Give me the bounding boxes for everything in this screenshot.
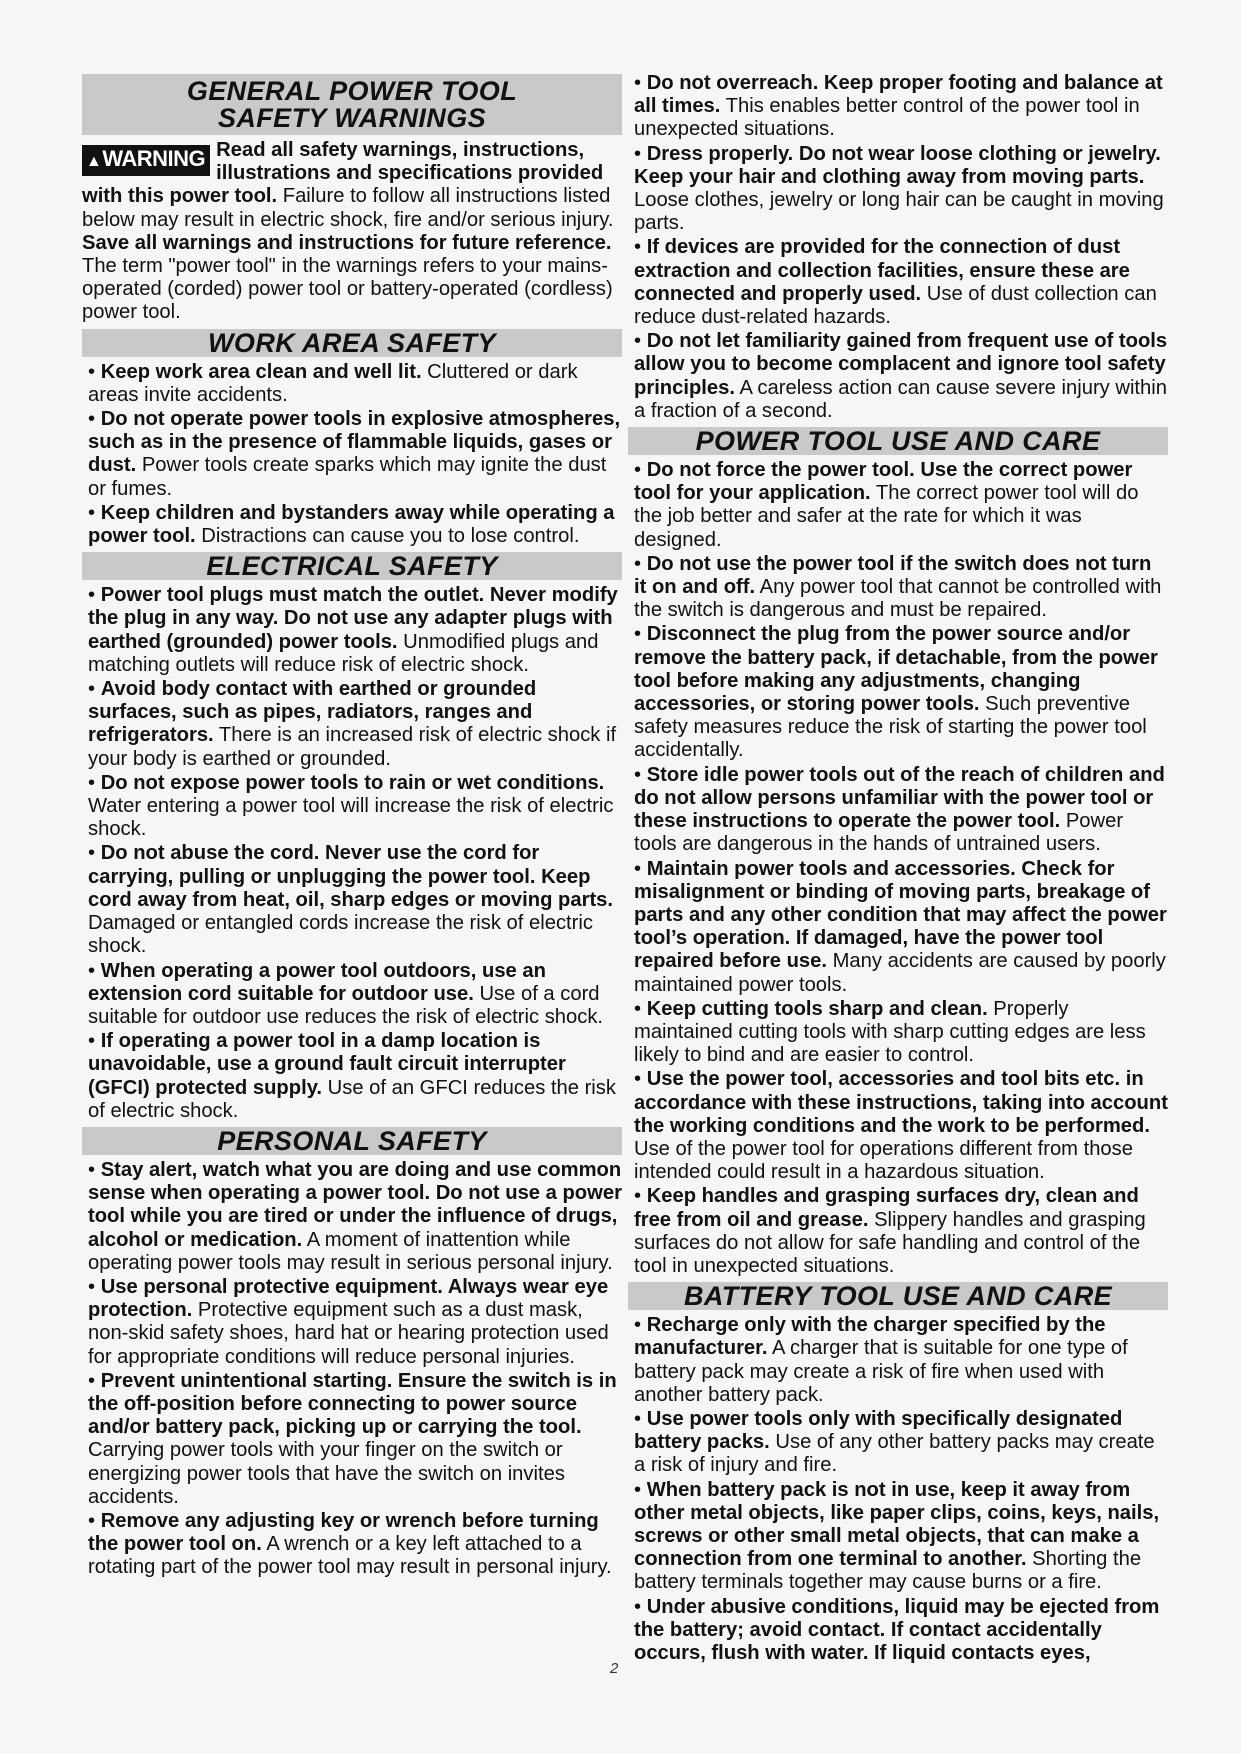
bullet-bold-text: Stay alert, watch what you are doing and use common sense when operating a power tool. Do not use a power tool while you are tired or under the influence of drugs, alcohol or medication.: [88, 1158, 622, 1251]
bullet-icon: •: [88, 771, 101, 794]
bullet-text: Such preventive safety measures reduce the risk of starting the power tool accidentally.: [634, 693, 1147, 762]
battery-list: [628, 1314, 1168, 1665]
bullet-bold-text: Avoid body contact with earthed or grounded surfaces, such as pipes, radiators, ranges and refrigerators.: [88, 678, 537, 747]
bullet-item: [628, 1314, 1168, 1407]
bullet-bold-text: Do not expose power tools to rain or wet conditions.: [100, 771, 605, 794]
bullet-icon: •: [88, 1030, 101, 1053]
personal-list: [82, 1159, 622, 1580]
bullet-icon: •: [634, 623, 647, 646]
bullet-text: A careless action can cause severe injury within a fraction of a second.: [634, 376, 1167, 422]
bullet-icon: •: [88, 360, 101, 383]
bullet-icon: •: [88, 959, 101, 982]
bullet-item: [628, 1408, 1168, 1478]
left-column: [82, 72, 622, 1581]
general-warning-intro: [82, 139, 622, 325]
bullet-bold-text: When operating a power tool outdoors, use an extension cord suitable for outdoor use.: [88, 959, 546, 1005]
bullet-item: [628, 1185, 1168, 1278]
bullet-text: Power tools create sparks which may ignite the dust or fumes.: [88, 454, 607, 500]
bullet-icon: •: [88, 584, 101, 607]
bullet-item: [628, 1596, 1168, 1666]
intro-bold-1: Read all safety warnings, instructions, illustrations and specifications provided with this power tool.: [82, 139, 604, 208]
bullet-text: A moment of inattention while operating power tools may result in serious personal injury.: [88, 1228, 613, 1274]
bullet-text: Carrying power tools with your finger on the switch or energizing power tools that have the switch on invites accidents.: [88, 1439, 565, 1508]
bullet-item: [628, 1479, 1168, 1595]
bullet-bold-text: Use power tools only with specifically designated battery packs.: [634, 1407, 1123, 1454]
bullet-text: Use of an GFCI reduces the risk of electric shock.: [88, 1076, 616, 1122]
bullet-item: [628, 623, 1168, 762]
bullet-icon: •: [634, 1595, 647, 1618]
bullet-item: [628, 330, 1168, 423]
intro-text-2: The term "power tool" in the warnings refers to your mains-operated (corded) power tool or battery-operated (cordless) power tool.: [82, 255, 613, 324]
bullet-bold-text: Do not use the power tool if the switch does not turn it on and off.: [634, 552, 1152, 599]
bullet-bold-text: Store idle power tools out of the reach of children and do not allow persons unfamiliar with the power tool or these instructions to operate the power tool.: [634, 763, 1165, 833]
bullet-item: [82, 584, 622, 677]
bullet-icon: •: [634, 1314, 647, 1337]
bullet-bold-text: Do not let familiarity gained from frequent use of tools allow you to become complacent and ignore tool safety principles.: [634, 330, 1168, 399]
bullet-text: Unmodified plugs and matching outlets will reduce risk of electric shock.: [88, 630, 599, 676]
bullet-bold-text: Use the power tool, accessories and tool bits etc. in accordance with these instructions, taking into account the working conditions and the work to be performed.: [634, 1068, 1168, 1137]
bullet-item: [82, 502, 622, 548]
bullet-bold-text: Under abusive conditions, liquid may be ejected from the battery; avoid contact. If contact accidentally occurs, flush with water. If liquid contacts eyes,: [634, 1595, 1160, 1664]
bullet-item: [628, 998, 1168, 1068]
bullet-text: Use of dust collection can reduce dust-related hazards.: [634, 282, 1157, 329]
bullet-text: Many accidents are caused by poorly maintained power tools.: [634, 950, 1166, 996]
bullet-item: [82, 842, 622, 958]
electrical-title: ELECTRICAL SAFETY: [82, 552, 622, 580]
bullet-text: There is an increased risk of electric shock if your body is earthed or grounded.: [88, 724, 617, 770]
bullet-item: [82, 1510, 622, 1580]
bullet-icon: •: [634, 142, 647, 165]
use-care-list: [628, 459, 1168, 1278]
bullet-item: [82, 1159, 622, 1275]
bullet-bold-text: When battery pack is not in use, keep it away from other metal objects, like paper clips, coins, keys, nails, screws or other small metal objects, that can make a connection from one terminal to another.: [634, 1478, 1160, 1571]
use-care-title: POWER TOOL USE AND CARE: [628, 427, 1168, 455]
bullet-icon: •: [634, 857, 647, 880]
bullet-item: [628, 143, 1168, 236]
bullet-bold-text: Keep handles and grasping surfaces dry, clean and free from oil and grease.: [634, 1185, 1139, 1231]
bullet-icon: •: [88, 501, 101, 524]
bullet-text: Use of the power tool for operations different from those intended could result in a hazardous situation.: [634, 1137, 1133, 1184]
bullet-icon: •: [634, 459, 647, 482]
bullet-text: Power tools are dangerous in the hands of untrained users.: [634, 810, 1124, 856]
bullet-item: [82, 1370, 622, 1509]
electrical-list: [82, 584, 622, 1123]
intro-text-1: Failure to follow all instructions listed below may result in electric shock, fire and/or serious injury.: [82, 185, 614, 231]
bullet-icon: •: [634, 236, 647, 259]
personal-continued-list: [628, 72, 1168, 423]
bullet-item: [82, 361, 622, 407]
bullet-text: Damaged or entangled cords increase the risk of electric shock.: [88, 912, 593, 958]
bullet-bold-text: Disconnect the plug from the power source and/or remove the battery pack, if detachable, from the power tool before making any adjustments, changing accessories, or storing power tools.: [634, 623, 1158, 716]
intro-bold-2: Save all warnings and instructions for future reference.: [82, 231, 612, 254]
bullet-item: [82, 772, 622, 842]
bullet-bold-text: If devices are provided for the connection of dust extraction and collection facilities, ensure these are connected and properly used.: [634, 236, 1130, 305]
bullet-bold-text: Remove any adjusting key or wrench before turning the power tool on.: [88, 1509, 599, 1556]
bullet-item: [628, 72, 1168, 142]
bullet-icon: •: [88, 1158, 101, 1181]
bullet-item: [628, 858, 1168, 997]
bullet-bold-text: Do not overreach. Keep proper footing and balance at all times.: [634, 72, 1163, 118]
general-safety-title: [82, 74, 622, 135]
bullet-icon: •: [88, 1275, 101, 1298]
bullet-icon: •: [634, 763, 647, 786]
bullet-bold-text: Do not abuse the cord. Never use the cord for carrying, pulling or unplugging the power tool. Keep cord away from heat, oil, sharp edges or moving parts.: [88, 842, 614, 911]
right-column: [628, 72, 1168, 1666]
bullet-icon: •: [88, 408, 101, 431]
bullet-text: Any power tool that cannot be controlled with the switch is dangerous and must be repaired.: [634, 576, 1162, 622]
bullet-item: [628, 236, 1168, 329]
bullet-icon: •: [634, 72, 647, 94]
bullet-item: [82, 960, 622, 1030]
bullet-item: [82, 1276, 622, 1369]
bullet-bold-text: Prevent unintentional starting. Ensure the switch is in the off-position before connecting to power source and/or battery pack, picking up or carrying the tool.: [88, 1369, 617, 1439]
bullet-text: Cluttered or dark areas invite accidents.: [88, 360, 578, 406]
bullet-icon: •: [634, 330, 647, 353]
bullet-text: Slippery handles and grasping surfaces do not allow for safe handling and control of the tool in unexpected situations.: [634, 1208, 1146, 1277]
bullet-icon: •: [634, 1407, 647, 1430]
bullet-icon: •: [88, 1509, 101, 1532]
bullet-item: [82, 408, 622, 501]
bullet-text: Use of any other battery packs may create a risk of injury and fire.: [634, 1431, 1155, 1477]
bullet-text: Use of a cord suitable for outdoor use reduces the risk of electric shock.: [88, 982, 604, 1028]
bullet-icon: •: [634, 997, 647, 1020]
bullet-bold-text: Do not force the power tool. Use the correct power tool for your application.: [634, 459, 1133, 505]
bullet-bold-text: Keep cutting tools sharp and clean.: [646, 997, 988, 1020]
warning-triangle-icon: ▲: [86, 153, 102, 170]
bullet-text: A charger that is suitable for one type of battery pack may create a risk of fire when used with another battery pack.: [634, 1337, 1128, 1406]
page-number: 2: [610, 1660, 619, 1677]
bullet-icon: •: [88, 1369, 101, 1392]
bullet-text: Water entering a power tool will increase the risk of electric shock.: [88, 795, 614, 841]
bullet-text: Properly maintained cutting tools with sharp cutting edges are less likely to bind and are easier to control.: [634, 997, 1146, 1067]
bullet-icon: •: [634, 1478, 647, 1501]
bullet-item: [628, 459, 1168, 552]
bullet-bold-text: Use personal protective equipment. Always wear eye protection.: [88, 1275, 609, 1322]
bullet-text: Loose clothes, jewelry or long hair can be caught in moving parts.: [634, 189, 1164, 235]
bullet-text: A wrench or a key left attached to a rotating part of the power tool may result in personal injury.: [88, 1533, 612, 1579]
bullet-bold-text: Keep work area clean and well lit.: [100, 360, 422, 383]
bullet-text: Shorting the battery terminals together may cause burns or a fire.: [634, 1548, 1142, 1594]
bullet-icon: •: [88, 842, 101, 865]
bullet-bold-text: Dress properly. Do not wear loose clothing or jewelry. Keep your hair and clothing away from moving parts.: [634, 142, 1161, 188]
bullet-bold-text: Maintain power tools and accessories. Check for misalignment or binding of moving parts, breakage of parts and any other condition that may affect the power tool’s operation. If damaged, have the power tool repaired before use.: [634, 857, 1167, 973]
bullet-text: The correct power tool will do the job better and safer at the rate for which it was designed.: [634, 482, 1139, 551]
bullet-text: This enables better control of the power tool in unexpected situations.: [634, 95, 1140, 141]
bullet-icon: •: [634, 552, 647, 575]
bullet-bold-text: Keep children and bystanders away while operating a power tool.: [88, 501, 615, 548]
battery-title: BATTERY TOOL USE AND CARE: [628, 1282, 1168, 1310]
bullet-text: Protective equipment such as a dust mask, non-skid safety shoes, hard hat or hearing protection used for appropriate conditions will reduce personal injuries.: [88, 1299, 609, 1368]
bullet-bold-text: Power tool plugs must match the outlet. Never modify the plug in any way. Do not use any adapter plugs with earthed (grounded) power tools.: [88, 584, 618, 653]
personal-title: PERSONAL SAFETY: [82, 1127, 622, 1155]
bullet-icon: •: [634, 1068, 647, 1091]
bullet-bold-text: Recharge only with the charger specified by the manufacturer.: [634, 1314, 1106, 1360]
work-area-list: [82, 361, 622, 549]
general-title-line1: GENERAL POWER TOOL: [186, 76, 518, 106]
bullet-item: [82, 678, 622, 771]
bullet-item: [628, 553, 1168, 623]
bullet-item: [82, 1030, 622, 1123]
bullet-icon: •: [88, 678, 101, 701]
bullet-item: [628, 1068, 1168, 1184]
warning-badge: ▲WARNING: [82, 145, 210, 176]
bullet-text: Distractions can cause you to lose control.: [195, 525, 580, 548]
bullet-item: [628, 764, 1168, 857]
work-area-title: WORK AREA SAFETY: [82, 329, 622, 357]
bullet-bold-text: Do not operate power tools in explosive atmospheres, such as in the presence of flammable liquids, gases or dust.: [88, 408, 621, 477]
bullet-bold-text: If operating a power tool in a damp location is unavoidable, use a ground fault circuit interrupter (GFCI) protected supply.: [88, 1030, 566, 1099]
general-title-line2: SAFETY WARNINGS: [217, 103, 487, 133]
bullet-icon: •: [634, 1185, 647, 1208]
